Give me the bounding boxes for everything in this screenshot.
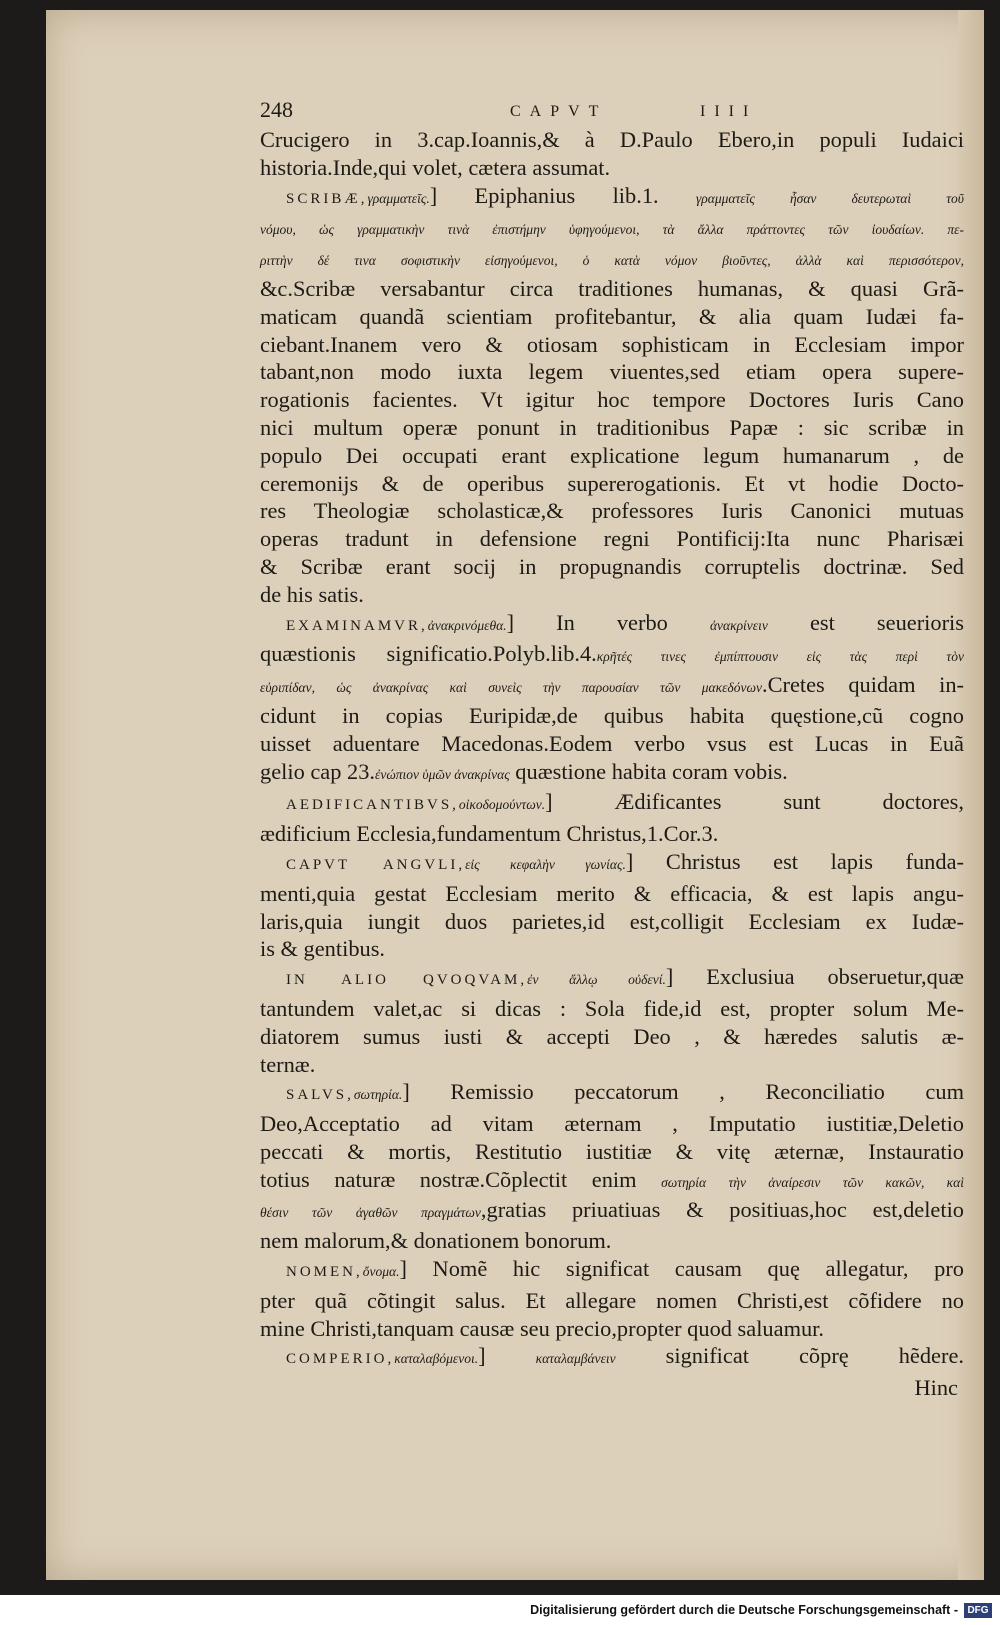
latin-text: tabant,non modo iuxta legem viuentes,sed etiam opera supere- — [260, 359, 964, 385]
latin-text: pter quã cõtingit salus. Et allegare nomen Christi,est cõfidere no — [260, 1287, 964, 1313]
greek-text: γραμματεῖς. — [367, 190, 430, 206]
latin-text: ] In verbo — [506, 609, 710, 635]
latin-text: maticam quandã scientiam profitebantur, & alia quam Iudæi fa- — [260, 303, 964, 329]
latin-text: uisset aduentare Macedonas.Eodem verbo vsus est Lucas in Euã — [260, 730, 964, 756]
text-line — [260, 213, 964, 244]
text-line — [260, 671, 964, 702]
text-line — [260, 640, 964, 671]
latin-text: ] Epiphanius lib.1. — [429, 182, 696, 208]
latin-text: peccati & mortis, Restitutio iustitiæ & vitę æternæ, Instauratio — [260, 1138, 964, 1164]
text-line — [260, 1110, 964, 1138]
latin-text: ] — [478, 1343, 536, 1369]
text-line — [260, 470, 964, 498]
funding-credit: Digitalisierung gefördert durch die Deutsche Forschungsgemeinschaft - — [530, 1603, 958, 1617]
greek-text: εἰς κεφαλὴν γωνίας. — [465, 856, 626, 872]
chapter-number: IIII — [700, 103, 758, 120]
lemma-word: SALVS, — [286, 1087, 354, 1104]
latin-text: nici multum operæ ponunt in traditionibus Papæ : sic scribæ in — [260, 414, 964, 440]
text-line — [260, 995, 964, 1023]
text-line — [260, 1287, 964, 1315]
text-line — [260, 609, 964, 641]
text-line — [260, 581, 964, 609]
running-head — [260, 96, 964, 126]
latin-text: ædificium Ecclesia,fundamentum Christus,1.Cor.3. — [260, 821, 719, 847]
text-line — [260, 1023, 964, 1051]
latin-text: Crucigero in 3.cap.Ioannis,& à D.Paulo Ebero,in populi Iudaici — [260, 127, 964, 152]
lemma-word: CAPVT ANGVLI, — [286, 856, 466, 873]
latin-text: laris,quia iungit duos parietes,id est,colligit Ecclesiam ex Iudæ- — [260, 908, 964, 934]
lemma-word: SCRIBÆ, — [286, 190, 368, 207]
greek-text: οἰκοδομούντων. — [458, 797, 546, 813]
text-line — [260, 1051, 964, 1079]
latin-text: menti,quia gestat Ecclesiam merito & efficacia, & est lapis angu- — [260, 880, 964, 906]
latin-text: mine Christi,tanquam causæ seu precio,propter quod saluamur. — [260, 1315, 824, 1341]
chapter-title: CAPVT — [510, 103, 608, 120]
text-line — [260, 730, 964, 758]
latin-text: rogationis facientes. Vt igitur hoc tempore Doctores Iuris Cano — [260, 387, 964, 413]
latin-text: significat cõprę hẽdere. — [615, 1343, 964, 1369]
lemma-word: EXAMINAMVR, — [286, 617, 428, 634]
lemma-word: NOMEN, — [286, 1264, 363, 1281]
text-line — [260, 414, 964, 442]
greek-text: σωτηρία τὴν ἀναίρεσιν τῶν κακῶν, καὶ — [661, 1174, 964, 1190]
latin-text: .Cretes quidam in- — [761, 672, 964, 698]
page-number: 248 — [260, 97, 293, 122]
text-line — [260, 442, 964, 470]
digitization-footer — [0, 1597, 1000, 1625]
latin-text: Deo,Acceptatio ad vitam æternam , Imputatio iustitiæ,Deletio — [260, 1111, 964, 1137]
text-line — [260, 963, 964, 995]
greek-text: κρῆτές τινες ἐμπίπτουσιν εἰς τὰς περὶ τὸν — [596, 649, 964, 665]
text-line — [260, 935, 964, 963]
text-line — [260, 386, 964, 414]
text-line — [260, 758, 964, 789]
greek-text: εὐριπίδαν, ὡς ἀνακρίνας καὶ συνεὶς τὴν παρουσίαν τῶν μακεδόνων — [260, 680, 762, 696]
text-line — [260, 908, 964, 936]
latin-text: nem malorum,& donationem bonorum. — [260, 1228, 612, 1254]
text-line — [260, 1166, 964, 1197]
catchword: Hinc — [914, 1375, 958, 1401]
greek-text: καταλαμβάνειν — [535, 1351, 616, 1367]
latin-text: ] Remissio peccatorum , Reconciliatio cum — [402, 1079, 964, 1105]
text-line — [260, 553, 964, 581]
greek-text: ἀνακρίνειν — [709, 617, 768, 633]
page-text-block — [260, 96, 964, 1402]
latin-text: ,gratias priuatiuas & positiuas,hoc est,deletio — [480, 1197, 964, 1223]
text-line — [260, 126, 964, 154]
body-text — [260, 126, 964, 1374]
lemma-word: AEDIFICANTIBVS, — [286, 797, 459, 814]
text-line — [260, 788, 964, 820]
text-line — [260, 331, 964, 359]
latin-text: historia.Inde,qui volet, cætera assumat. — [260, 154, 611, 180]
lemma-word: COMPERIO, — [286, 1351, 395, 1368]
lemma-word: IN ALIO QVOQVAM, — [286, 972, 528, 989]
latin-text: ] Ædificantes sunt doctores, — [545, 789, 964, 815]
greek-text: ἀνακρινόμεθα. — [427, 617, 507, 633]
text-line — [260, 702, 964, 730]
latin-text: &c.Scribæ versabantur circa traditiones humanas, & quasi Grã- — [260, 275, 964, 301]
text-line — [260, 1138, 964, 1166]
latin-text: ternæ. — [260, 1051, 316, 1077]
latin-text: & Scribæ erant socij in propugnandis corruptelis doctrinæ. Sed — [260, 553, 964, 579]
greek-text: νόμου, ὡς γραμματικὴν τινὰ ἐπιστήμην ὑφηγούμενοι, τὰ ἄλλα πράττοντες τῶν ἰουδαίων. πε- — [260, 222, 964, 238]
greek-text: θέσιν τῶν ἀγαθῶν πραγμάτων — [260, 1205, 481, 1221]
text-line — [260, 358, 964, 386]
text-line — [260, 182, 964, 214]
latin-text: gelio cap 23. — [260, 758, 376, 784]
latin-text: quæstione habita coram vobis. — [509, 758, 788, 784]
text-line — [260, 1342, 964, 1374]
text-line — [260, 497, 964, 525]
latin-text: de his satis. — [260, 581, 364, 607]
greek-text: καταλαβόμενοι. — [394, 1351, 479, 1367]
text-line — [260, 1315, 964, 1343]
latin-text: res Theologiæ scholasticæ,& professores Iuris Canonici mutuas — [260, 498, 964, 524]
text-line — [260, 1078, 964, 1110]
catchword-line — [260, 1374, 964, 1402]
text-line — [260, 880, 964, 908]
greek-text: ἐνώπιον ὑμῶν ἀνακρίνας — [375, 766, 510, 782]
latin-text: cidunt in copias Euripidæ,de quibus habita quęstione,cũ cogno — [260, 702, 964, 728]
latin-text: ciebant.Inanem vero & otiosam sophisticam in Ecclesiam impor — [260, 331, 964, 357]
text-line — [260, 820, 964, 848]
text-line — [260, 1255, 964, 1287]
greek-text: σωτηρία. — [353, 1087, 403, 1103]
latin-text: tantundem valet,ac si dicas : Sola fide,id est, propter solum Me- — [260, 995, 964, 1021]
latin-text: ] Exclusiua obseruetur,quæ — [665, 964, 964, 990]
greek-text: ριττὴν δέ τινα σοφιστικὴν εἰσηγούμενοι, ὁ κατὰ νόμον βιοῦντες, ἀλλὰ καὶ περισσότερον, — [260, 253, 964, 269]
latin-text: totius naturæ nostræ.Cõplectit enim — [260, 1166, 662, 1192]
greek-text: ἐν ἄλλῳ οὐδενί. — [527, 972, 666, 988]
latin-text: est seuerioris — [767, 609, 964, 635]
latin-text: quæstionis significatio.Polyb.lib.4. — [260, 641, 597, 667]
text-line — [260, 303, 964, 331]
latin-text: operas tradunt in defensione regni Pontificij:Ita nunc Pharisæi — [260, 526, 964, 552]
text-line — [260, 244, 964, 275]
latin-text: is & gentibus. — [260, 936, 386, 962]
latin-text: diatorem sumus iusti & accepti Deo , & hæredes salutis æ- — [260, 1023, 964, 1049]
text-line — [260, 1227, 964, 1255]
latin-text: ] Christus est lapis funda- — [625, 848, 964, 874]
text-line — [260, 848, 964, 880]
text-line — [260, 525, 964, 553]
text-line — [260, 275, 964, 303]
text-line — [260, 154, 964, 182]
latin-text: populo Dei occupati erant explicatione legum humanarum , de — [260, 442, 964, 468]
latin-text: ceremonijs & de operibus supererogationis. Et vt hodie Docto- — [260, 470, 964, 496]
latin-text: ] Nomẽ hic significat causam quę allegatur, pro — [399, 1256, 964, 1282]
text-line — [260, 1196, 964, 1227]
book-page — [46, 10, 984, 1580]
greek-text: ὄνομα. — [362, 1264, 400, 1280]
greek-text: γραμματεῖς ἦσαν δευτερωταὶ τοῦ — [695, 190, 964, 206]
dfg-logo: DFG — [964, 1603, 992, 1618]
